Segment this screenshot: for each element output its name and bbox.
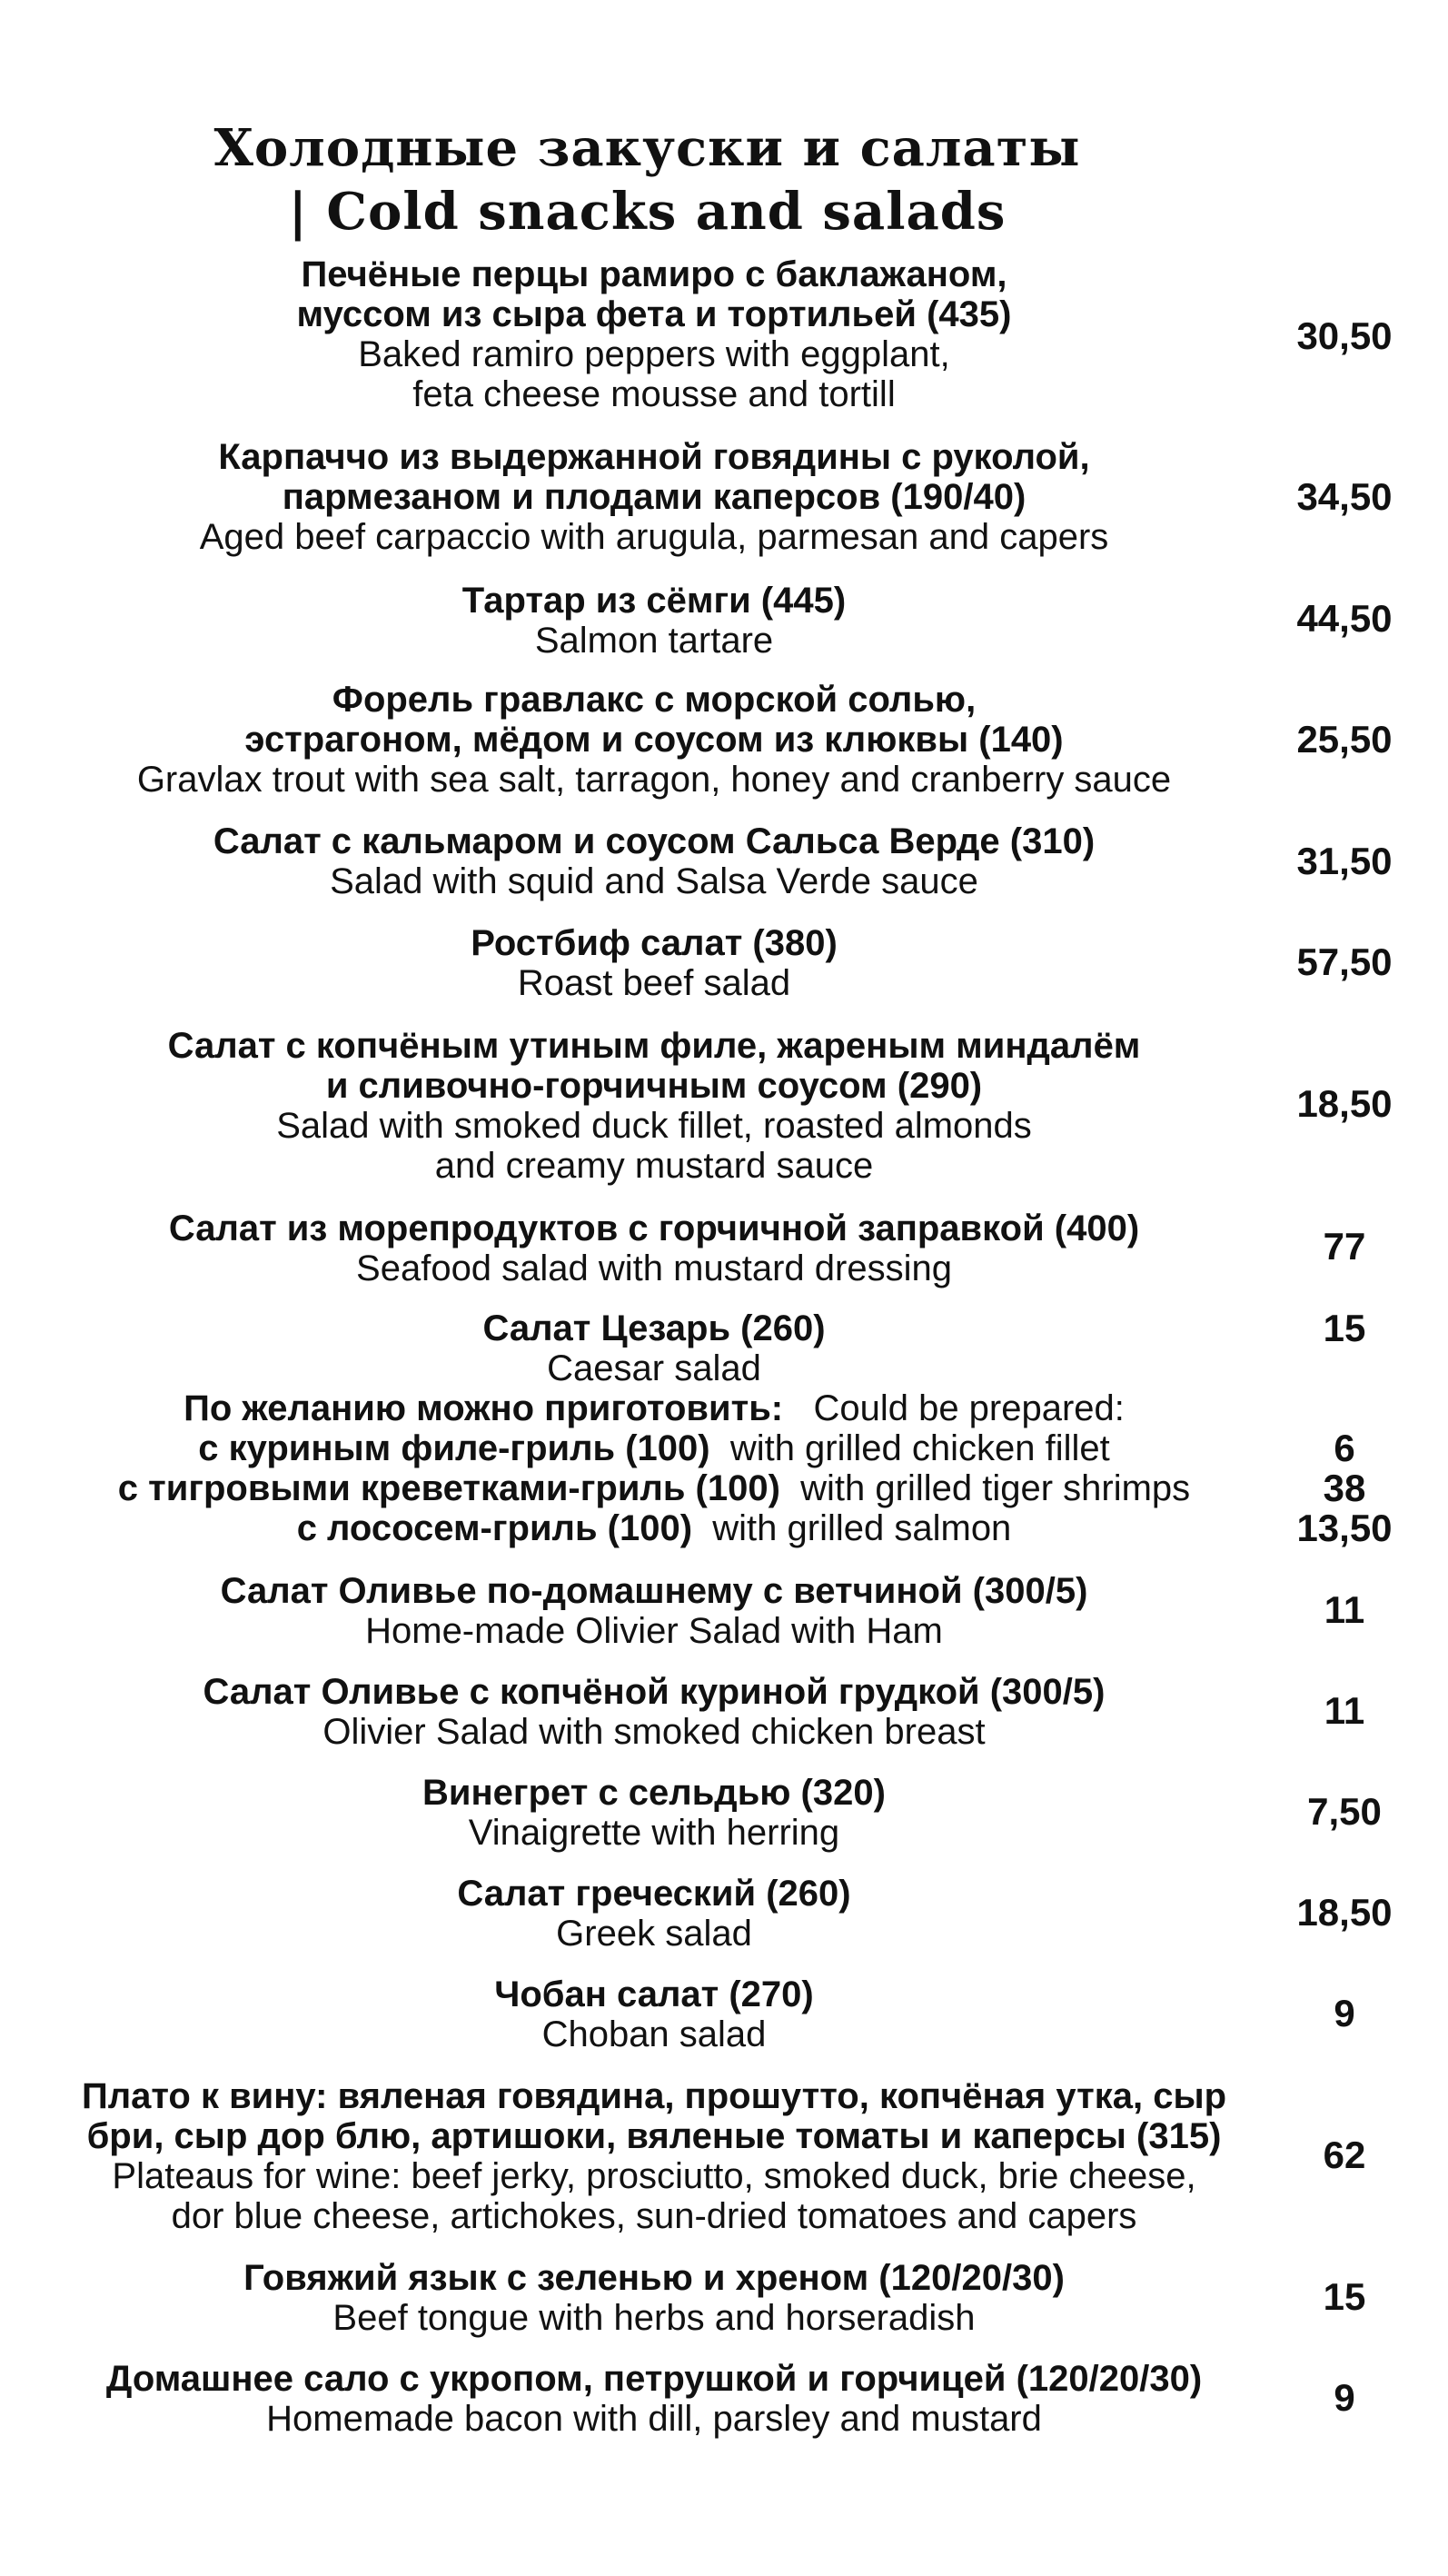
menu-item: [36, 1571, 1272, 1651]
item-price: 62: [1323, 2133, 1366, 2176]
item-name-en: Caesar salad: [547, 1348, 761, 1388]
item-name-en: Roast beef salad: [517, 963, 791, 1003]
item-name-en: Vinaigrette with herring: [468, 1813, 840, 1853]
item-name-en: Salad with smoked duck fillet, roasted almonds: [276, 1106, 1032, 1146]
item-price: 11: [1324, 1689, 1365, 1732]
menu-item: [36, 254, 1272, 414]
item-name-ru: Плато к вину: вяленая говядина, прошутто, копчёная утка, сыр: [81, 2076, 1227, 2116]
item-name-en: Olivier Salad with smoked chicken breast: [322, 1712, 986, 1752]
item-price: 25,50: [1296, 718, 1393, 761]
option-line: [36, 1508, 1272, 1548]
menu-item: [36, 1974, 1272, 2054]
item-name-ru: пармезаном и плодами каперсов (190/40): [282, 477, 1026, 517]
menu-item: [36, 2258, 1272, 2338]
options-intro-ru: По желанию можно приготовить:: [183, 1388, 784, 1428]
item-name-ru: бри, сыр дор блю, артишоки, вяленые томаты и каперсы (315): [86, 2116, 1222, 2156]
item-name-en: Choban salad: [541, 2014, 767, 2054]
menu-item: [36, 2359, 1272, 2439]
item-name-en: Homemade bacon with dill, parsley and mustard: [266, 2399, 1042, 2439]
item-name-ru: Салат из морепродуктов с горчичной заправкой (400): [168, 1208, 1140, 1248]
menu-item: [36, 1672, 1272, 1752]
menu-item: [36, 1773, 1272, 1853]
item-name-ru: Ростбиф салат (380): [471, 923, 838, 963]
menu-item: [36, 1308, 1272, 1388]
menu-item: [36, 1874, 1272, 1954]
item-name-ru: Салат греческий (260): [457, 1874, 851, 1914]
item-name-ru: Салат с копчёным утиным филе, жареным миндалём: [167, 1026, 1141, 1066]
menu-item: [36, 923, 1272, 1003]
item-name-en: feta cheese mousse and tortill: [412, 374, 896, 414]
option-price: 38: [1323, 1467, 1366, 1509]
menu-item: [36, 1208, 1272, 1288]
option-ru: с тигровыми креветками-гриль (100): [117, 1468, 780, 1508]
item-price: 77: [1323, 1225, 1366, 1268]
item-price: 44,50: [1296, 597, 1393, 640]
item-name-ru: Салат с кальмаром и соусом Сальса Верде (310): [213, 821, 1096, 861]
item-name-en: Beef tongue with herbs and horseradish: [332, 2298, 976, 2338]
item-name-en: Salad with squid and Salsa Verde sauce: [330, 861, 978, 901]
item-name-ru: Чобан салат (270): [494, 1974, 814, 2014]
item-price: 7,50: [1307, 1790, 1382, 1833]
item-price: 57,50: [1296, 940, 1393, 983]
menu-item: [36, 437, 1272, 557]
menu-item: [36, 2076, 1272, 2236]
item-name-en: and creamy mustard sauce: [434, 1146, 874, 1186]
item-name-ru: Карпаччо из выдержанной говядины с руколой,: [218, 437, 1090, 477]
item-name-en: dor blue cheese, artichokes, sun-dried tomatoes and capers: [171, 2196, 1137, 2236]
item-price: 34,50: [1296, 475, 1393, 518]
option-price: 13,50: [1296, 1507, 1393, 1549]
item-price: 31,50: [1296, 840, 1393, 882]
option-line: [36, 1468, 1272, 1508]
item-price: 15: [1323, 1307, 1366, 1349]
item-name-ru: Салат Цезарь (260): [482, 1308, 826, 1348]
item-name-en: Gravlax trout with sea salt, tarragon, honey and cranberry sauce: [136, 760, 1172, 800]
menu-item: [36, 1026, 1272, 1186]
item-name-ru: Тартар из сёмги (445): [461, 581, 847, 621]
item-name-ru: Печёные перцы рамиро с баклажаном,: [301, 254, 1007, 294]
option-en: with grilled tiger shrimps: [800, 1468, 1191, 1508]
item-name-en: Seafood salad with mustard dressing: [356, 1248, 952, 1288]
menu-item: [36, 680, 1272, 800]
item-name-ru: Говяжий язык с зеленью и хреном (120/20/30): [243, 2258, 1065, 2298]
item-name-en: Baked ramiro peppers with eggplant,: [358, 334, 950, 374]
item-name-ru: муссом из сыра фета и тортильей (435): [296, 294, 1012, 334]
item-price: 18,50: [1296, 1891, 1393, 1934]
option-en: with grilled chicken fillet: [729, 1428, 1110, 1468]
caesar-options: [36, 1388, 1272, 1548]
section-title-en: | Cold snacks and salads: [288, 182, 1007, 242]
item-price: 30,50: [1296, 314, 1393, 357]
item-price: 11: [1324, 1588, 1365, 1631]
option-en: with grilled salmon: [712, 1508, 1012, 1548]
item-name-ru: Домашнее сало с укропом, петрушкой и горчицей (120/20/30): [105, 2359, 1203, 2399]
options-intro: [36, 1388, 1272, 1428]
item-name-en: Salmon tartare: [534, 621, 774, 661]
option-price: 6: [1334, 1427, 1355, 1469]
item-name-ru: эстрагоном, мёдом и соусом из клюквы (140): [244, 720, 1064, 760]
item-name-en: Aged beef carpaccio with arugula, parmesan and capers: [199, 517, 1109, 557]
item-price: 9: [1334, 1992, 1355, 2034]
menu-item: [36, 581, 1272, 661]
menu-item: [36, 821, 1272, 901]
item-price: 9: [1334, 2376, 1355, 2419]
options-intro-en: Could be prepared:: [813, 1388, 1125, 1428]
item-price: 18,50: [1296, 1082, 1393, 1125]
item-name-ru: Салат Оливье с копчёной куриной грудкой (300/5): [203, 1672, 1106, 1712]
option-line: [36, 1428, 1272, 1468]
item-name-en: Home-made Olivier Salad with Ham: [365, 1611, 943, 1651]
option-ru: с лососем-гриль (100): [296, 1508, 693, 1548]
item-name-ru: Салат Оливье по-домашнему с ветчиной (300/5): [220, 1571, 1088, 1611]
item-name-ru: и сливочно-горчичным соусом (290): [325, 1066, 983, 1106]
section-title-ru: Холодные закуски и салаты: [213, 118, 1081, 178]
option-ru: с куриным филе-гриль (100): [198, 1428, 710, 1468]
item-name-ru: Винегрет с сельдью (320): [422, 1773, 886, 1813]
item-name-ru: Форель гравлакс с морской солью,: [332, 680, 977, 720]
item-name-en: Greek salad: [556, 1914, 752, 1954]
item-price: 15: [1323, 2275, 1366, 2318]
item-name-en: Plateaus for wine: beef jerky, prosciutto, smoked duck, brie cheese,: [112, 2156, 1196, 2196]
